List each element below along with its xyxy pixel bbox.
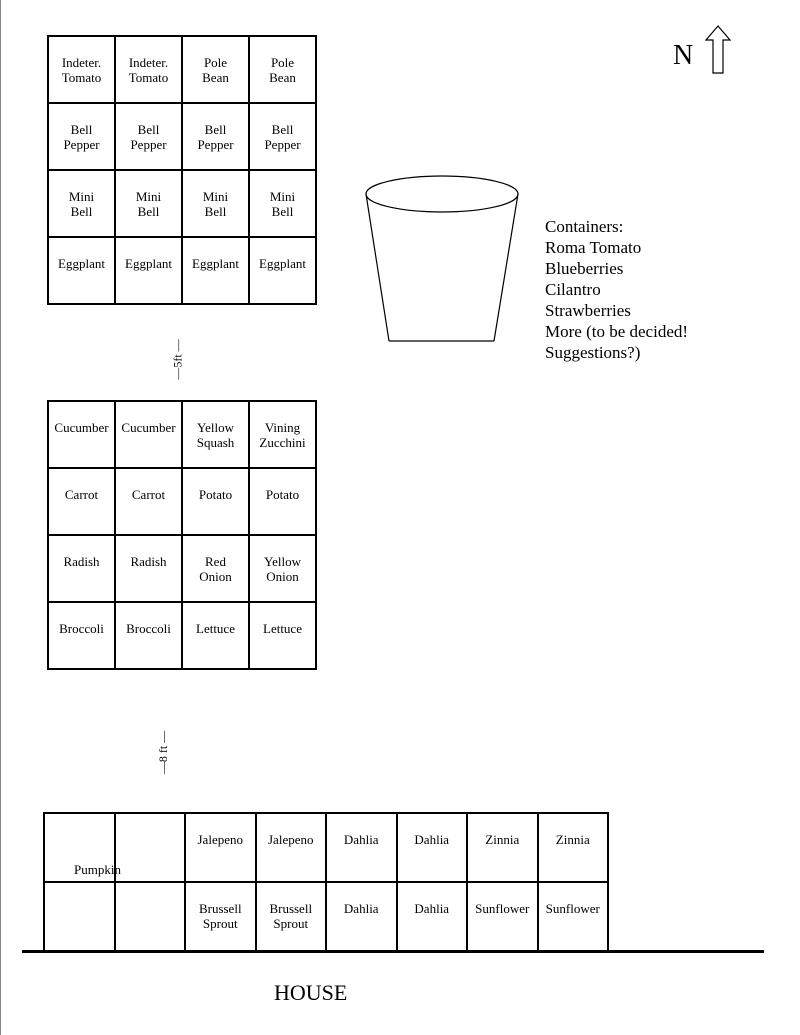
bed-cell: Radish (48, 535, 115, 602)
bed-cell: Bell Pepper (182, 103, 249, 170)
bed-cell: Indeter. Tomato (115, 36, 182, 103)
bed-cell: Eggplant (115, 237, 182, 304)
bed-cell: Radish (115, 535, 182, 602)
page-edge (0, 0, 1, 1035)
bed-cell: Broccoli (115, 602, 182, 669)
bed-cell: Mini Bell (249, 170, 316, 237)
bed-cell: Mini Bell (182, 170, 249, 237)
bed-cell: Broccoli (48, 602, 115, 669)
bed-cell: Lettuce (182, 602, 249, 669)
bed-cell: Potato (182, 468, 249, 535)
bed-cell (115, 813, 186, 882)
bed-cell: Mini Bell (115, 170, 182, 237)
bed-cell: Indeter. Tomato (48, 36, 115, 103)
container-item: Suggestions?) (545, 343, 641, 362)
bed-cell: Eggplant (48, 237, 115, 304)
bed-cell: Zinnia (467, 813, 538, 882)
containers-list (545, 216, 688, 363)
bed-cell: Red Onion (182, 535, 249, 602)
house-label: HOUSE (274, 980, 348, 1005)
bed-cell: Jalepeno (256, 813, 327, 882)
garden-bed-bottom (43, 812, 609, 952)
house-wall-line (22, 950, 764, 953)
spacing-label-8ft: —8 ft — (156, 730, 171, 775)
container-item: Cilantro (545, 280, 601, 299)
bed-cell: Yellow Squash (182, 401, 249, 468)
bed-cell: Dahlia (326, 882, 397, 951)
bed-cell: Sunflower (538, 882, 609, 951)
garden-bed-middle (47, 400, 317, 670)
bed-cell: Potato (249, 468, 316, 535)
bed-cell: Jalepeno (185, 813, 256, 882)
pumpkin-label: Pumpkin (74, 862, 121, 877)
bed-cell: Dahlia (397, 882, 468, 951)
bed-cell: Dahlia (397, 813, 468, 882)
bed-cell: Zinnia (538, 813, 609, 882)
bed-cell: Brussell Sprout (185, 882, 256, 951)
bed-cell: Yellow Onion (249, 535, 316, 602)
container-item: More (to be decided! (545, 322, 689, 341)
bed-cell: Carrot (115, 468, 182, 535)
bed-cell: Eggplant (182, 237, 249, 304)
container-item: Blueberries (545, 259, 624, 278)
bed-cell: Mini Bell (48, 170, 115, 237)
spacing-label-5ft: —5ft — (170, 339, 185, 380)
bed-cell (44, 882, 115, 951)
bed-cell: Bell Pepper (48, 103, 115, 170)
container-pot-icon (360, 172, 525, 347)
bed-cell: Dahlia (326, 813, 397, 882)
container-item: Roma Tomato (545, 238, 642, 257)
bed-cell: Carrot (48, 468, 115, 535)
bed-cell: Bell Pepper (115, 103, 182, 170)
bed-cell: Pole Bean (249, 36, 316, 103)
bed-cell: Cucumber (115, 401, 182, 468)
container-item: Strawberries (545, 301, 631, 320)
bed-cell: Cucumber (48, 401, 115, 468)
bed-cell: Vining Zucchini (249, 401, 316, 468)
bed-cell (115, 882, 186, 951)
bed-cell: Sunflower (467, 882, 538, 951)
north-label: N (673, 40, 694, 71)
bed-cell: Bell Pepper (249, 103, 316, 170)
bed-cell: Pole Bean (182, 36, 249, 103)
garden-bed-top (47, 35, 317, 305)
bed-cell: Brussell Sprout (256, 882, 327, 951)
bed-cell: Eggplant (249, 237, 316, 304)
bed-cell: Lettuce (249, 602, 316, 669)
containers-heading: Containers: (545, 217, 624, 236)
north-arrow-icon (705, 25, 731, 75)
